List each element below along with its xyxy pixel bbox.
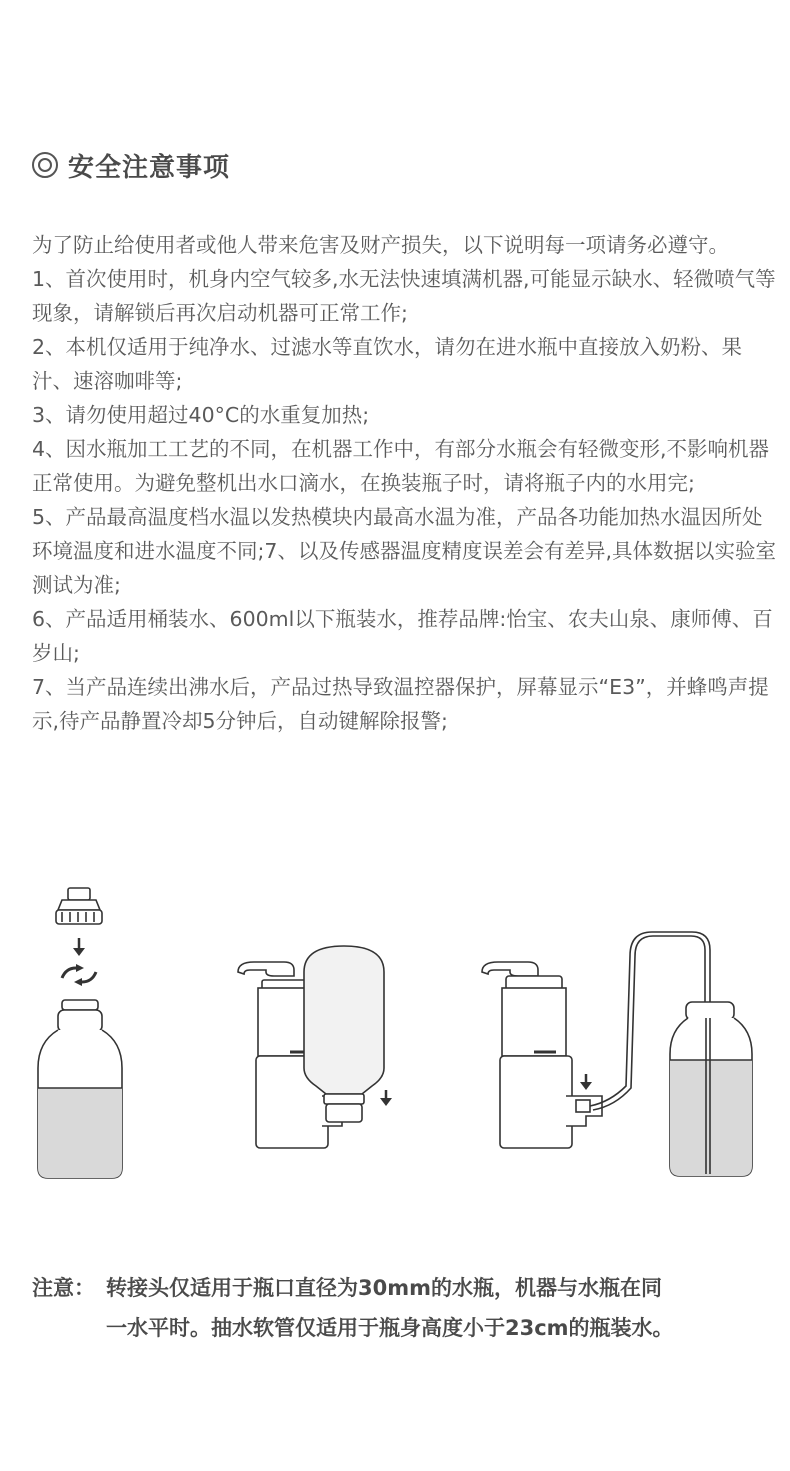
rotate-icon	[62, 964, 96, 986]
note-item-1: 1、首次使用时，机身内空气较多,水无法快速填满机器,可能显示缺水、轻微喷气等现象，请解锁后再次启动机器可正常工作;	[32, 267, 776, 325]
intro-paragraph: 为了防止给使用者或他人带来危害及财产损失，以下说明每一项请务必遵守。	[32, 233, 729, 257]
down-arrow-icon	[580, 1074, 592, 1090]
note-item-6: 6、产品适用桶装水、600ml以下瓶装水，推荐品牌:怡宝、农夫山泉、康师傅、百岁山;	[32, 607, 773, 665]
down-arrow-icon	[73, 938, 85, 956]
inverted-bottle-figure	[238, 946, 392, 1148]
note-item-5: 5、产品最高温度档水温以发热模块内最高水温为准，产品各功能加热水温因所处环境温度和进水温度不同;7、以及传感器温度精度误差会有差异,具体数据以实验室测试为准;	[32, 505, 776, 597]
hose-bottle-figure	[482, 932, 752, 1176]
adapter-icon	[56, 888, 102, 924]
note-item-3: 3、请勿使用超过40°C的水重复加热;	[32, 403, 370, 427]
section-header	[32, 145, 230, 185]
water-bottle-icon	[670, 1002, 752, 1176]
adapter-bottle-figure	[38, 888, 122, 1178]
note-item-7: 7、当产品连续出沸水后，产品过热导致温控器保护，屏幕显示“E3”，并蜂鸣声提示,待产品静置冷却5分钟后，自动键解除报警;	[32, 675, 769, 733]
illustrations	[0, 880, 790, 1190]
note-item-2: 2、本机仅适用于纯净水、过滤水等直饮水，请勿在进水瓶中直接放入奶粉、果汁、速溶咖啡等;	[32, 335, 743, 393]
section-title: 安全注意事项	[68, 152, 231, 183]
water-bottle-icon	[38, 1000, 122, 1178]
safety-notes	[32, 228, 777, 738]
target-circle-icon	[32, 152, 58, 178]
machine-icon	[482, 962, 602, 1148]
usage-note	[32, 1268, 772, 1348]
note-line-1: 转接头仅适用于瓶口直径为30mm的水瓶，机器与水瓶在同	[106, 1276, 662, 1300]
note-label: 注意：	[32, 1276, 95, 1300]
down-arrow-icon	[380, 1090, 392, 1106]
note-item-4: 4、因水瓶加工工艺的不同，在机器工作中，有部分水瓶会有轻微变形,不影响机器正常使用。为避免整机出水口滴水，在换装瓶子时，请将瓶子内的水用完;	[32, 437, 770, 495]
note-line-2: 一水平时。抽水软管仅适用于瓶身高度小于23cm的瓶装水。	[106, 1316, 674, 1340]
